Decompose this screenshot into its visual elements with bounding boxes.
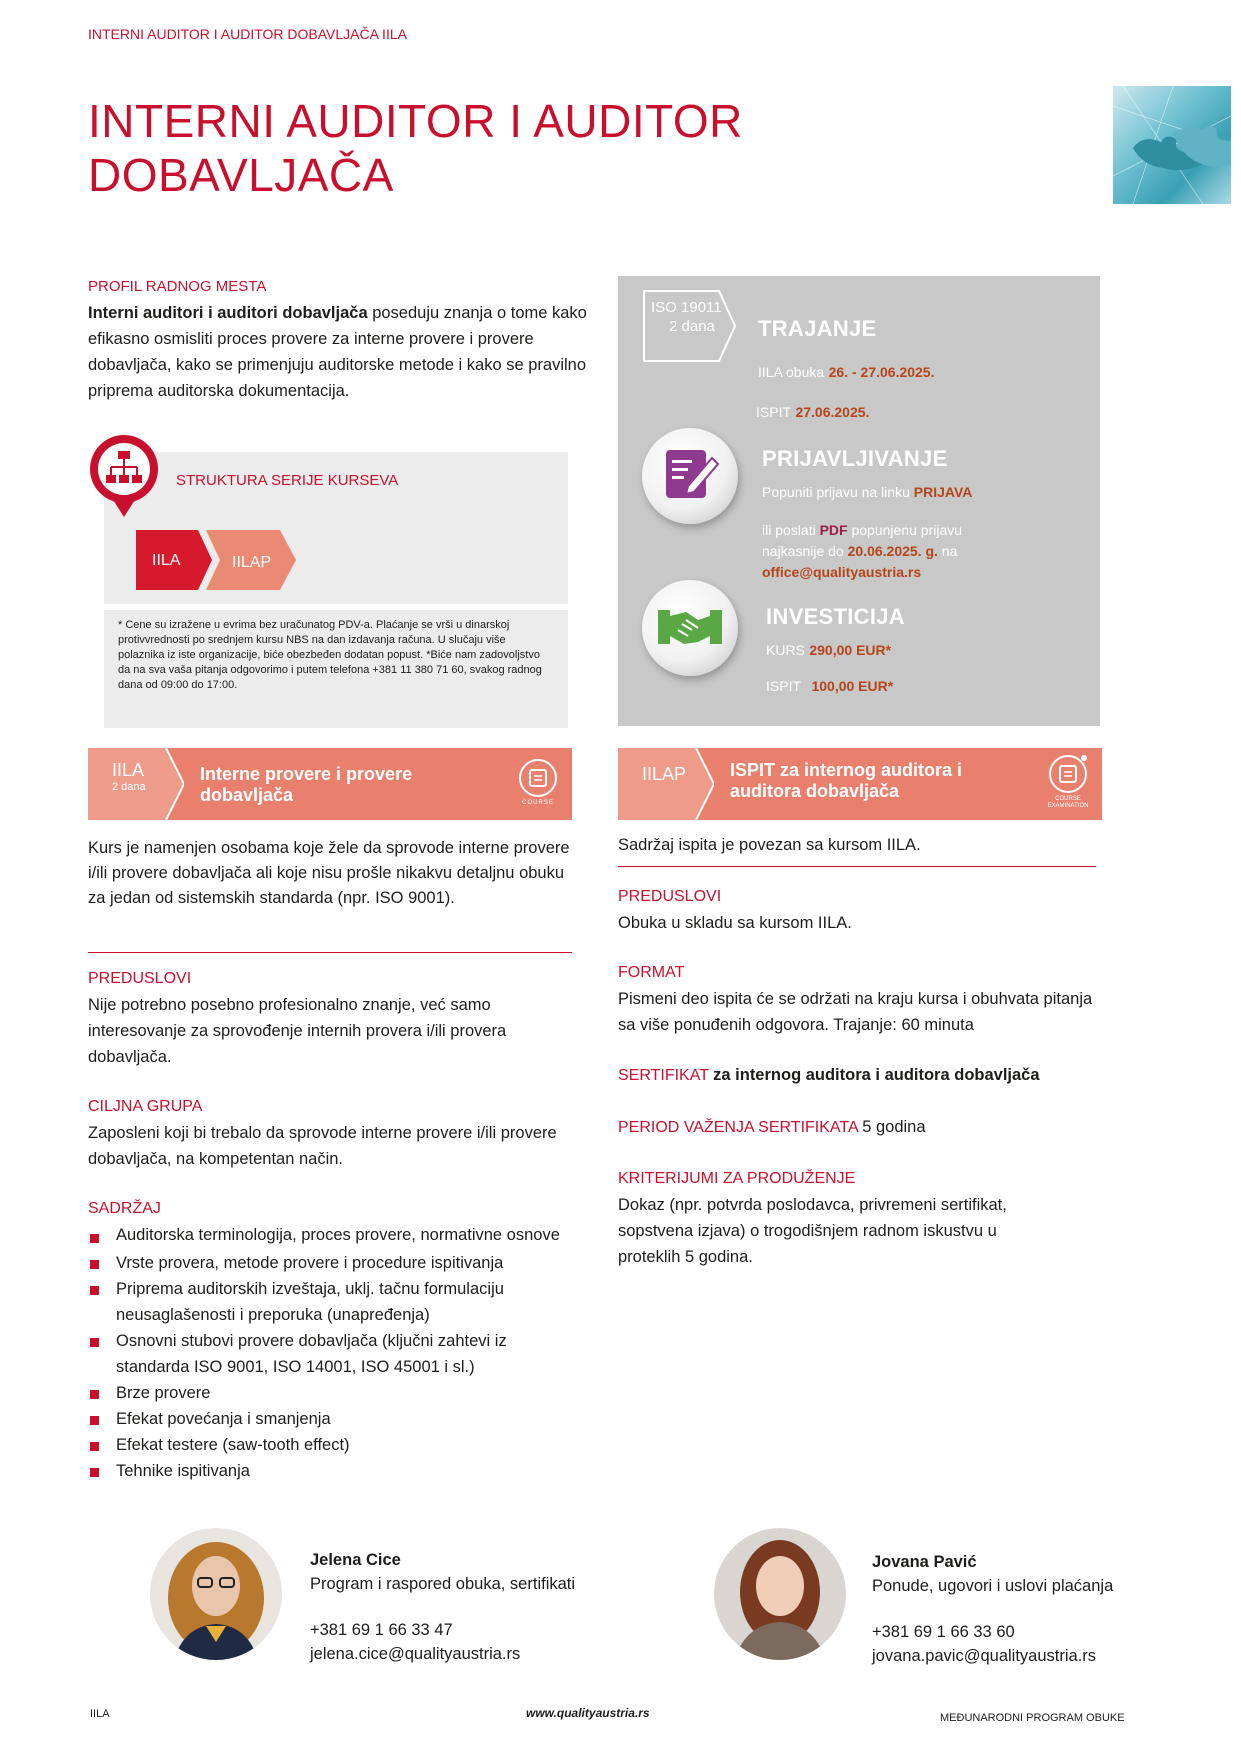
footer-left: IILA	[90, 1708, 110, 1720]
investicija-ispit	[766, 678, 893, 696]
contact-card	[872, 1550, 1113, 1668]
profile-bold-lead: Interni auditori i auditori dobavljača	[88, 304, 368, 322]
period-line	[618, 1118, 926, 1137]
prijava-line1-text: Popuniti prijavu na linku	[762, 484, 914, 500]
format-text: Pismeni deo ispita će se održati na kraju kursa i obuhvata pitanja sa više ponuđenih odgovora. Trajanje: 60 minuta	[618, 990, 1093, 1034]
divider	[88, 952, 572, 953]
ispit-price: 100,00 EUR*	[811, 678, 894, 694]
puzzle-icon	[1113, 86, 1231, 204]
contact-email[interactable]: jovana.pavic@qualityaustria.rs	[872, 1647, 1097, 1665]
trajanje-title: TRAJANJE	[758, 316, 877, 341]
preduslovi-text-left: Nije potrebno posebno profesionalno znanje, već samo interesovanje za sprovođenje internih provera i/ili provera dobavljača.	[88, 996, 507, 1066]
course-title-iila	[200, 764, 412, 806]
puzzle-image	[1113, 86, 1231, 204]
prijava-lines	[762, 520, 962, 582]
investicija-title: INVESTICIJA	[766, 604, 905, 629]
list-item: Auditorska terminologija, proces provere, normativne osnove	[88, 1224, 560, 1246]
avatar	[150, 1528, 282, 1660]
ispit-label: ISPIT	[756, 404, 792, 420]
footer-website[interactable]: www.qualityaustria.rs	[526, 1706, 650, 1720]
contact-phone[interactable]: +381 69 1 66 33 47	[310, 1621, 453, 1639]
course-bar-iila	[88, 748, 572, 820]
contact-role: Ponude, ugovori i uslovi plaćanja	[872, 1577, 1114, 1595]
iila-intro: Kurs je namenjen osobama koje žele da sprovode interne provere i/ili provere dobavljača ali koje nisu prošle nikakvu detaljnu obuku za jedan od sistemskih standarda (npr. ISO 9001).	[88, 839, 570, 907]
kurs-price: 290,00 EUR*	[809, 642, 892, 658]
course-code-iila	[112, 760, 146, 793]
contact-role: Program i raspored obuka, sertifikati	[310, 1575, 576, 1593]
sertifikat-line	[618, 1066, 1040, 1085]
kriterijumi-label: KRITERIJUMI ZA PRODUŽENJE	[618, 1170, 856, 1187]
iso-tag-line1: ISO 19011	[651, 299, 722, 316]
contact-name: Jelena Cice	[310, 1551, 401, 1569]
trajanje-obuka	[758, 364, 935, 382]
profile-text	[88, 300, 588, 404]
preduslovi-label-left: PREDUSLOVI	[88, 970, 192, 987]
profile-label: PROFIL RADNOG MESTA	[88, 278, 267, 295]
prijava-pdf[interactable]: PDF	[819, 522, 848, 538]
obuka-value: 26. - 27.06.2025.	[828, 364, 935, 380]
list-item: Tehnike ispitivanja	[88, 1458, 560, 1484]
exam-badge-label: COURSE EXAMINATION	[1047, 796, 1089, 809]
prijava-email[interactable]: office@qualityaustria.rs	[762, 564, 922, 580]
course-code-iilap: IILAP	[642, 764, 687, 784]
structure-title: STRUKTURA SERIJE KURSEVA	[176, 472, 399, 489]
format-label: FORMAT	[618, 964, 685, 981]
handshake-icon	[642, 580, 738, 676]
preduslovi-text-right: Obuka u skladu sa kursom IILA.	[618, 914, 852, 932]
list-item: Efekat povećanja i smanjenja	[88, 1406, 560, 1432]
course-title-iilap-line1: ISPIT za internog auditora i	[730, 760, 963, 780]
iso-tag	[643, 290, 737, 362]
course-title-iilap-line2: auditora dobavljača	[730, 781, 900, 801]
divider	[618, 866, 1096, 867]
hierarchy-pin-icon	[88, 433, 160, 523]
iilap-intro: Sadržaj ispita je povezan sa kursom IILA.	[618, 836, 921, 854]
obuka-label: IILA obuka	[758, 364, 825, 380]
preduslovi-label-right: PREDUSLOVI	[618, 888, 722, 905]
trajanje-ispit	[756, 404, 869, 422]
course-title-iila-line1: Interne provere i provere	[200, 764, 413, 784]
exam-badge-icon	[1044, 752, 1092, 812]
ispit-date-value: 27.06.2025.	[795, 404, 870, 420]
list-item: Efekat testere (saw-tooth effect)	[88, 1432, 560, 1458]
contact-phone[interactable]: +381 69 1 66 33 60	[872, 1623, 1015, 1641]
course-title-iilap	[730, 760, 962, 802]
step-iila: IILA	[152, 552, 181, 569]
running-header: INTERNI AUDITOR I AUDITOR DOBAVLJAČA IILA	[88, 26, 407, 42]
price-note: * Cene su izražene u evrima bez uračunatog PDV-a. Plaćanje se vrši u dinarskoj protivvrednosti po srednjem kursu NBS na dan izdavanja računa. U slučaju više polaznika iz iste organizacije, biće obezbeđen dodatan popust. *Biće nam zadovoljstvo da na sva vaša pitanja odgovorimo i putem telefona +381 11 380 71 60, svakog radnog dana od 09:00 do 17:00.	[104, 610, 568, 728]
investicija-bubble	[642, 580, 738, 676]
contact-name: Jovana Pavić	[872, 1553, 977, 1571]
iso-tag-line2: 2 dana	[669, 318, 715, 335]
sertifikat-text: za internog auditora i auditora dobavljača	[713, 1066, 1040, 1084]
course-title-iila-line2: dobavljača	[200, 785, 294, 805]
list-item: Vrste provera, metode provere i procedure ispitivanja	[88, 1250, 560, 1276]
period-label: PERIOD VAŽENJA SERTIFIKATA	[618, 1119, 858, 1136]
prijava-line2-a: ili poslati	[762, 522, 820, 538]
kurs-label: KURS	[766, 642, 805, 658]
ciljna-grupa-label: CILJNA GRUPA	[88, 1098, 203, 1115]
footer-right: MEĐUNARODNI PROGRAM OBUKE	[940, 1712, 1125, 1724]
contact-email[interactable]: jelena.cice@qualityaustria.rs	[310, 1645, 521, 1663]
list-item: Osnovni stubovi provere dobavljača (ključni zahtevi iz standarda ISO 9001, ISO 14001, ISO 45001 i sl.)	[88, 1328, 560, 1380]
page-title-line1: INTERNI AUDITOR I AUDITOR	[88, 95, 743, 147]
sertifikat-label: SERTIFIKAT	[618, 1067, 709, 1084]
page-title-line2: DOBAVLJAČA	[88, 149, 394, 201]
iila-days: 2 dana	[112, 781, 146, 793]
ciljna-grupa-text: Zaposleni koji bi trebalo da sprovode interne provere i/ili provere dobavljača, na kompetentan način.	[88, 1124, 557, 1168]
sadrzaj-list	[88, 1224, 560, 1484]
prijava-line1	[762, 484, 972, 502]
prijava-deadline: 20.06.2025. g.	[847, 543, 938, 559]
prijava-line3-a: najkasnije do	[762, 543, 848, 559]
step-iilap: IILAP	[232, 554, 272, 571]
prijava-line2-b: popunjenu prijavu	[847, 522, 963, 538]
profile-body: poseduju znanja o tome kako efikasno osmisliti proces provere za interne provere i provere dobavljača, kako se primenjuju auditorske metode i kako se pravilno priprema auditorska dokumentacija.	[88, 304, 587, 400]
iila-code-text: IILA	[112, 760, 145, 780]
ispit-price-label: ISPIT	[766, 678, 802, 694]
form-edit-icon	[642, 428, 738, 524]
course-badge-label: COURSE	[522, 800, 554, 806]
avatar	[714, 1528, 846, 1660]
period-text: 5 godina	[862, 1118, 926, 1136]
prijava-link[interactable]: PRIJAVA	[913, 484, 973, 500]
prijava-bubble	[642, 428, 738, 524]
sadrzaj-label: SADRŽAJ	[88, 1200, 161, 1217]
prijava-line3-b: na	[937, 543, 958, 559]
list-item: Priprema auditorskih izveštaja, uklj. tačnu formulaciju neusaglašenosti i preporuka (unapređenja)	[88, 1276, 560, 1328]
list-item: Brze provere	[88, 1380, 560, 1406]
kriterijumi-text: Dokaz (npr. potvrda poslodavca, privremeni sertifikat, sopstvena izjava) o trogodišnjem radnom iskustvu u proteklih 5 godina.	[618, 1196, 1007, 1266]
contact-card	[310, 1548, 575, 1666]
page-title	[88, 94, 743, 202]
prijava-title: PRIJAVLJIVANJE	[762, 446, 948, 471]
course-bar-iilap	[618, 748, 1102, 820]
course-steps	[136, 530, 296, 590]
course-badge-icon	[514, 756, 562, 812]
investicija-kurs	[766, 642, 891, 660]
